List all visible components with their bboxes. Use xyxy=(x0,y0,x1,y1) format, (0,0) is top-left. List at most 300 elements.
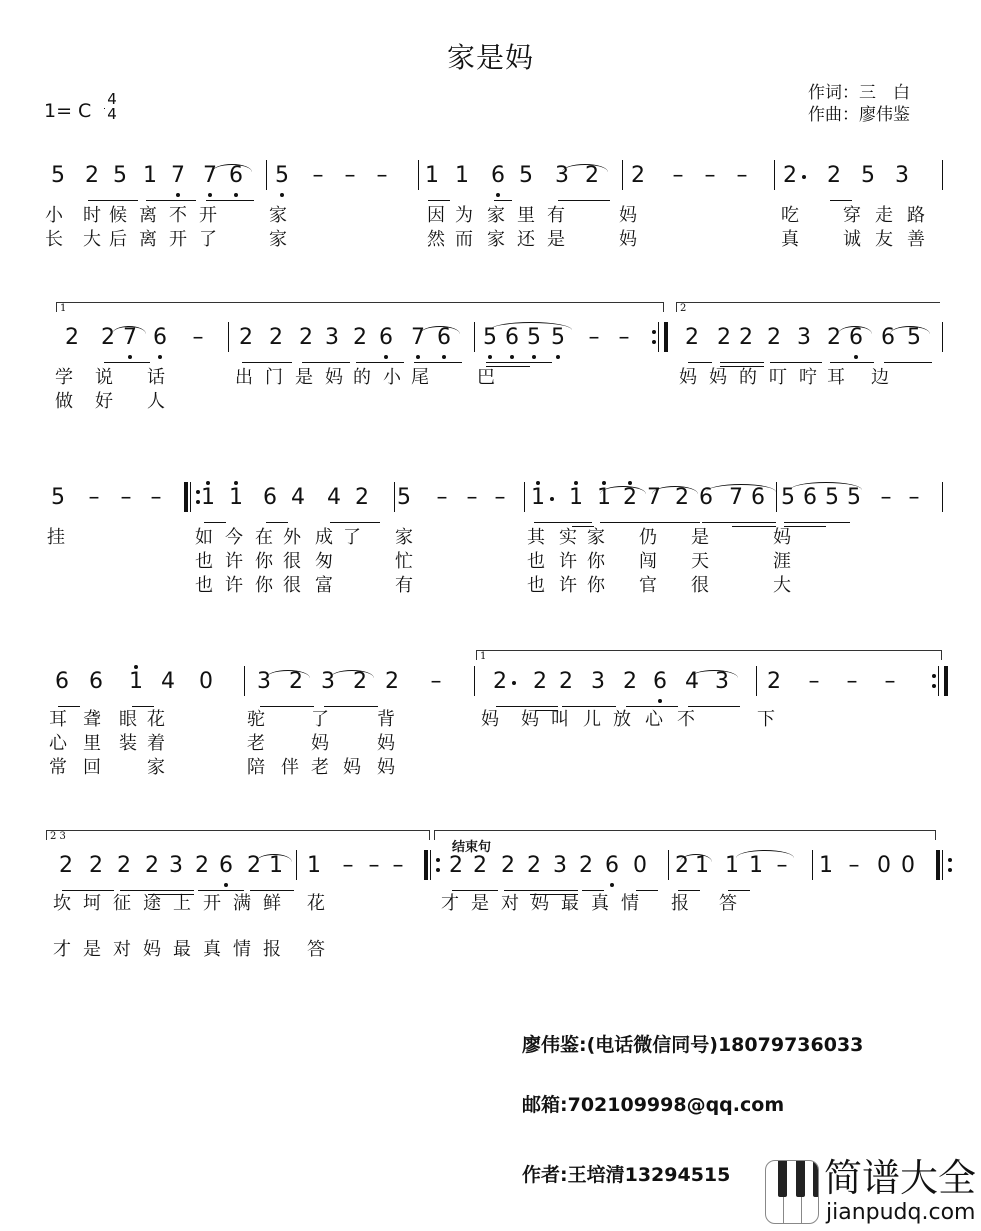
note: 6 xyxy=(751,485,765,510)
barline-thick xyxy=(184,482,188,512)
lyric-char: 背 xyxy=(377,709,395,730)
ending-label: 结束句 xyxy=(452,840,492,855)
lyric-char: 善 xyxy=(907,229,925,250)
note: 6 xyxy=(263,485,277,510)
sustain-dash: – xyxy=(808,669,820,694)
repeat-dot xyxy=(436,858,440,862)
beam-underline xyxy=(636,890,658,891)
barline xyxy=(942,482,943,512)
slur-arc xyxy=(256,854,292,862)
lyric-char: 做 xyxy=(55,391,73,412)
sustain-dash: – xyxy=(376,163,388,188)
low-octave-dot xyxy=(176,193,180,197)
barline-thin xyxy=(942,850,943,880)
low-octave-dot xyxy=(442,355,446,359)
lyric-char: 妈 xyxy=(481,709,499,730)
lyric-char: 真 xyxy=(591,893,609,914)
note: 2 xyxy=(269,325,283,350)
sustain-dash: – xyxy=(344,163,356,188)
lyric-char: 候 xyxy=(109,205,127,226)
lyric-char: 最 xyxy=(173,939,191,960)
barline-thick xyxy=(936,850,940,880)
sustain-dash: – xyxy=(150,485,162,510)
beam-underline xyxy=(558,200,610,201)
beam-underline xyxy=(688,362,712,363)
beam-underline xyxy=(266,522,288,523)
lyric-char: 为 xyxy=(455,205,473,226)
sustain-dash: – xyxy=(342,853,354,878)
lyric-char: 装 xyxy=(119,733,137,754)
lyric-char: 开 xyxy=(199,205,217,226)
note: 2 xyxy=(717,325,731,350)
note: 5 xyxy=(527,325,541,350)
note: 2 xyxy=(533,669,547,694)
lyric-char: 诚 xyxy=(843,229,861,250)
composer-credit: 作曲：廖伟鉴 xyxy=(808,105,910,125)
note: 2 xyxy=(355,485,369,510)
note: 5 xyxy=(907,325,921,350)
lyric-char: 离 xyxy=(139,229,157,250)
barline xyxy=(228,322,229,352)
note: 7 xyxy=(171,163,185,188)
lyric-char: 坎 xyxy=(53,893,71,914)
low-octave-dot xyxy=(208,193,212,197)
sustain-dash: – xyxy=(368,853,380,878)
lyric-char: 儿 xyxy=(583,709,601,730)
barline xyxy=(774,160,775,190)
note: 2 xyxy=(783,163,797,188)
lyric-char: 伴 xyxy=(281,757,299,778)
note: 2 xyxy=(527,853,541,878)
note: 1 xyxy=(143,163,157,188)
lyric-char: 家 xyxy=(395,527,413,548)
note: 5 xyxy=(113,163,127,188)
low-octave-dot xyxy=(496,193,500,197)
beam-underline xyxy=(58,706,80,707)
beam-underline xyxy=(830,362,874,363)
key-signature: 1= C xyxy=(44,100,92,122)
piano-logo-icon xyxy=(765,1160,819,1224)
lyric-char: 也 xyxy=(527,575,545,596)
lyric-char: 是 xyxy=(471,893,489,914)
high-octave-dot xyxy=(602,481,606,485)
slur-arc xyxy=(212,164,252,172)
lyric-char: 家 xyxy=(587,527,605,548)
note: 7 xyxy=(203,163,217,188)
lyric-char: 大 xyxy=(83,229,101,250)
lyric-char: 你 xyxy=(255,551,273,572)
lyric-char: 妈 xyxy=(143,939,161,960)
note: 2 xyxy=(239,325,253,350)
high-octave-dot xyxy=(628,481,632,485)
note: 4 xyxy=(327,485,341,510)
note: 2 xyxy=(299,325,313,350)
beam-underline xyxy=(104,362,150,363)
time-signature xyxy=(104,92,120,122)
low-octave-dot xyxy=(556,355,560,359)
slur-arc xyxy=(652,486,698,494)
low-octave-dot xyxy=(510,355,514,359)
beam-underline xyxy=(678,890,700,891)
beam-underline xyxy=(242,362,292,363)
slur-arc xyxy=(490,322,572,330)
lyric-char: 是 xyxy=(295,367,313,388)
lyric-char: 而 xyxy=(455,229,473,250)
lyric-char: 妈 xyxy=(311,733,329,754)
lyric-char: 报 xyxy=(263,939,281,960)
sustain-dash: – xyxy=(436,485,448,510)
lyric-char: 很 xyxy=(283,551,301,572)
note: 2 xyxy=(631,163,645,188)
beam-underline xyxy=(496,706,558,707)
slur-arc xyxy=(562,164,608,172)
note: 6 xyxy=(379,325,393,350)
beam-underline xyxy=(494,200,512,201)
note: 2 xyxy=(145,853,159,878)
note: 2 xyxy=(827,325,841,350)
note: 6 xyxy=(849,325,863,350)
lyric-char: 了 xyxy=(199,229,217,250)
note: 2 xyxy=(493,669,507,694)
volta-bracket xyxy=(56,302,664,312)
lyric-char: 你 xyxy=(255,575,273,596)
beam-underline xyxy=(600,522,650,523)
lyric-char: 妈 xyxy=(619,229,637,250)
barline xyxy=(474,666,475,696)
song-title: 家是妈 xyxy=(446,41,534,74)
note: 2 xyxy=(247,853,261,878)
volta-number: 2 3 xyxy=(50,831,66,842)
lyric-char: 征 xyxy=(113,893,131,914)
lyric-char: 真 xyxy=(781,229,799,250)
note: 7 xyxy=(411,325,425,350)
lyric-char: 最 xyxy=(561,893,579,914)
note: 2 xyxy=(117,853,131,878)
barline xyxy=(244,666,245,696)
lyric-char: 妈 xyxy=(773,527,791,548)
slur-arc xyxy=(736,850,794,858)
beam-underline xyxy=(62,890,114,891)
barline xyxy=(394,482,395,512)
lyric-char: 开 xyxy=(169,229,187,250)
lyric-char: 也 xyxy=(195,551,213,572)
lyric-char: 尾 xyxy=(411,367,429,388)
note: 2 xyxy=(623,485,637,510)
low-octave-dot xyxy=(384,355,388,359)
volta-bracket xyxy=(434,830,936,840)
note: 5 xyxy=(275,163,289,188)
note: 5 xyxy=(519,163,533,188)
lyric-char: 里 xyxy=(517,205,535,226)
note: 3 xyxy=(895,163,909,188)
lyric-char: 官 xyxy=(639,575,657,596)
note: 6 xyxy=(491,163,505,188)
high-octave-dot xyxy=(134,665,138,669)
lyric-char: 外 xyxy=(283,527,301,548)
sustain-dash: – xyxy=(192,325,204,350)
note: 2 xyxy=(59,853,73,878)
lyric-char: 心 xyxy=(645,709,663,730)
barline-thin xyxy=(938,666,939,696)
lyric-char: 老 xyxy=(311,757,329,778)
note: 3 xyxy=(715,669,729,694)
note: 2 xyxy=(449,853,463,878)
barline xyxy=(756,666,757,696)
lyric-char: 妈 xyxy=(343,757,361,778)
barline xyxy=(474,322,475,352)
lyric-char: 实 xyxy=(559,527,577,548)
volta-bracket xyxy=(46,830,430,840)
low-octave-dot xyxy=(128,355,132,359)
beam-underline xyxy=(250,890,294,891)
lyric-char: 了 xyxy=(343,527,361,548)
lyric-char: 叫 xyxy=(551,709,569,730)
volta-bracket xyxy=(676,302,940,312)
beam-underline xyxy=(534,522,592,523)
slur-arc xyxy=(690,670,738,678)
lyric-char: 说 xyxy=(95,367,113,388)
note: 0 xyxy=(199,669,213,694)
barline xyxy=(296,850,297,880)
low-octave-dot xyxy=(416,355,420,359)
repeat-dot xyxy=(196,490,200,494)
note: 2 xyxy=(101,325,115,350)
note: 2 xyxy=(473,853,487,878)
lyric-char: 是 xyxy=(547,229,565,250)
sustain-dash: – xyxy=(494,485,506,510)
lyric-char: 报 xyxy=(671,893,689,914)
lyric-char: 情 xyxy=(233,939,251,960)
lyric-char: 穿 xyxy=(843,205,861,226)
note: 2 xyxy=(195,853,209,878)
lyric-char: 话 xyxy=(147,367,165,388)
note: 1 xyxy=(269,853,283,878)
note: 2 xyxy=(289,669,303,694)
lyric-char: 有 xyxy=(395,575,413,596)
note: 0 xyxy=(877,853,891,878)
lyric-char: 妈 xyxy=(679,367,697,388)
volta-number: 1 xyxy=(60,303,67,314)
beam-underline xyxy=(830,200,852,201)
augmentation-dot xyxy=(512,681,516,685)
lyric-char: 匆 xyxy=(315,551,333,572)
note: 3 xyxy=(257,669,271,694)
lyric-char: 耳 xyxy=(49,709,67,730)
beam-underline xyxy=(302,362,350,363)
volta-number: 2 xyxy=(680,303,687,314)
beam-underline xyxy=(146,200,196,201)
sustain-dash: – xyxy=(736,163,748,188)
contact-email: 邮箱:702109998@qq.com xyxy=(522,1094,785,1116)
lyric-char: 忙 xyxy=(395,551,413,572)
lyric-char: 是 xyxy=(83,939,101,960)
volta-number: 1 xyxy=(480,651,487,662)
low-octave-dot xyxy=(224,883,228,887)
note: 6 xyxy=(653,669,667,694)
barline xyxy=(266,160,267,190)
note: 5 xyxy=(483,325,497,350)
lyric-char: 门 xyxy=(265,367,283,388)
beam-underline xyxy=(884,362,932,363)
barline xyxy=(942,322,943,352)
lyric-char: 真 xyxy=(203,939,221,960)
lyric-char: 妈 xyxy=(619,205,637,226)
time-signature-top: 4 xyxy=(107,90,117,108)
note: 3 xyxy=(797,325,811,350)
note: 2 xyxy=(353,669,367,694)
beam-underline xyxy=(688,706,740,707)
lyric-char: 也 xyxy=(195,575,213,596)
beam-underline xyxy=(120,890,194,891)
note: 1 xyxy=(819,853,833,878)
barline-thin xyxy=(658,322,659,352)
beam-underline xyxy=(626,706,678,707)
lyric-char: 满 xyxy=(233,893,251,914)
sustain-dash: – xyxy=(88,485,100,510)
beam-underline xyxy=(650,522,700,523)
slur-arc xyxy=(420,326,460,334)
sustain-dash: – xyxy=(776,853,788,878)
lyric-char: 大 xyxy=(773,575,791,596)
lyric-char: 答 xyxy=(719,893,737,914)
barline-thick xyxy=(424,850,428,880)
low-octave-dot xyxy=(610,883,614,887)
note: 7 xyxy=(647,485,661,510)
lyric-char: 富 xyxy=(315,575,333,596)
lyric-char: 你 xyxy=(587,551,605,572)
lyric-char: 回 xyxy=(83,757,101,778)
barline-thick xyxy=(664,322,668,352)
lyric-char: 花 xyxy=(307,893,325,914)
barline xyxy=(812,850,813,880)
low-octave-dot xyxy=(854,355,858,359)
note: 1 xyxy=(725,853,739,878)
lyric-char: 家 xyxy=(269,229,287,250)
note: 2 xyxy=(89,853,103,878)
beam-underline xyxy=(88,200,138,201)
lyric-char: 天 xyxy=(691,551,709,572)
lyric-char: 上 xyxy=(173,893,191,914)
lyric-char: 后 xyxy=(109,229,127,250)
beam-underline xyxy=(260,706,314,707)
credits xyxy=(808,82,910,126)
lyric-char: 离 xyxy=(139,205,157,226)
lyricist-credit: 作词：三 白 xyxy=(808,83,910,103)
watermark-url: jianpudq.com xyxy=(826,1200,976,1225)
lyric-char: 途 xyxy=(143,893,161,914)
lyric-char: 妈 xyxy=(377,733,395,754)
lyric-char: 挂 xyxy=(47,527,65,548)
barline-thick xyxy=(944,666,948,696)
beam-underline xyxy=(204,522,226,523)
slur-arc xyxy=(890,326,930,334)
repeat-dot xyxy=(196,500,200,504)
contact-phone: 廖伟鉴:(电话微信同号)18079736033 xyxy=(522,1034,864,1056)
beam-underline xyxy=(452,890,498,891)
lyric-char: 不 xyxy=(677,709,695,730)
lyric-char: 咛 xyxy=(799,367,817,388)
lyric-char: 的 xyxy=(353,367,371,388)
lyric-char: 鲜 xyxy=(263,893,281,914)
note: 2 xyxy=(579,853,593,878)
barline xyxy=(524,482,525,512)
note: 2 xyxy=(385,669,399,694)
high-octave-dot xyxy=(536,481,540,485)
lyric-char: 走 xyxy=(875,205,893,226)
lyric-char: 妈 xyxy=(325,367,343,388)
note: 7 xyxy=(729,485,743,510)
beam-underline xyxy=(702,522,776,523)
lyric-char: 着 xyxy=(147,733,165,754)
note: 4 xyxy=(161,669,175,694)
lyric-char: 家 xyxy=(269,205,287,226)
lyric-char: 家 xyxy=(487,229,505,250)
note: 5 xyxy=(397,485,411,510)
beam-underline xyxy=(504,890,578,891)
lyric-char: 出 xyxy=(235,367,253,388)
sustain-dash: – xyxy=(588,325,600,350)
barline xyxy=(776,482,777,512)
lyric-char: 仍 xyxy=(639,527,657,548)
note: 2 xyxy=(675,485,689,510)
note: 3 xyxy=(321,669,335,694)
lyric-char: 对 xyxy=(113,939,131,960)
barline xyxy=(668,850,669,880)
repeat-dot xyxy=(948,858,952,862)
lyric-char: 也 xyxy=(527,551,545,572)
lyric-char: 边 xyxy=(871,367,889,388)
lyric-char: 因 xyxy=(427,205,445,226)
lyric-char: 心 xyxy=(49,733,67,754)
note: 1 xyxy=(425,163,439,188)
note: 6 xyxy=(699,485,713,510)
note: 1 xyxy=(129,669,143,694)
note: 2 xyxy=(739,325,753,350)
lyric-char: 涯 xyxy=(773,551,791,572)
beam-underline xyxy=(732,526,776,527)
note: 5 xyxy=(825,485,839,510)
lyric-char: 驼 xyxy=(247,709,265,730)
note: 2 xyxy=(675,853,689,878)
barline xyxy=(942,160,943,190)
beam-underline xyxy=(414,362,462,363)
lyric-char: 路 xyxy=(907,205,925,226)
lyric-char: 是 xyxy=(691,527,709,548)
low-octave-dot xyxy=(658,699,662,703)
beam-underline xyxy=(356,362,404,363)
lyric-char: 学 xyxy=(55,367,73,388)
note: 1 xyxy=(307,853,321,878)
note: 0 xyxy=(633,853,647,878)
note: 4 xyxy=(291,485,305,510)
beam-underline xyxy=(198,890,244,891)
lyric-char: 答 xyxy=(307,939,325,960)
lyric-char: 家 xyxy=(487,205,505,226)
lyric-char: 了 xyxy=(311,709,329,730)
lyric-char: 妈 xyxy=(521,709,539,730)
barline xyxy=(622,160,623,190)
lyric-char: 耳 xyxy=(827,367,845,388)
lyric-char: 小 xyxy=(45,205,63,226)
high-octave-dot xyxy=(234,481,238,485)
low-octave-dot xyxy=(488,355,492,359)
lyric-char: 许 xyxy=(225,575,243,596)
volta-bracket xyxy=(476,650,942,660)
lyric-char: 的 xyxy=(739,367,757,388)
lyric-char: 时 xyxy=(83,205,101,226)
note: 1 xyxy=(695,853,709,878)
note: 1 xyxy=(455,163,469,188)
